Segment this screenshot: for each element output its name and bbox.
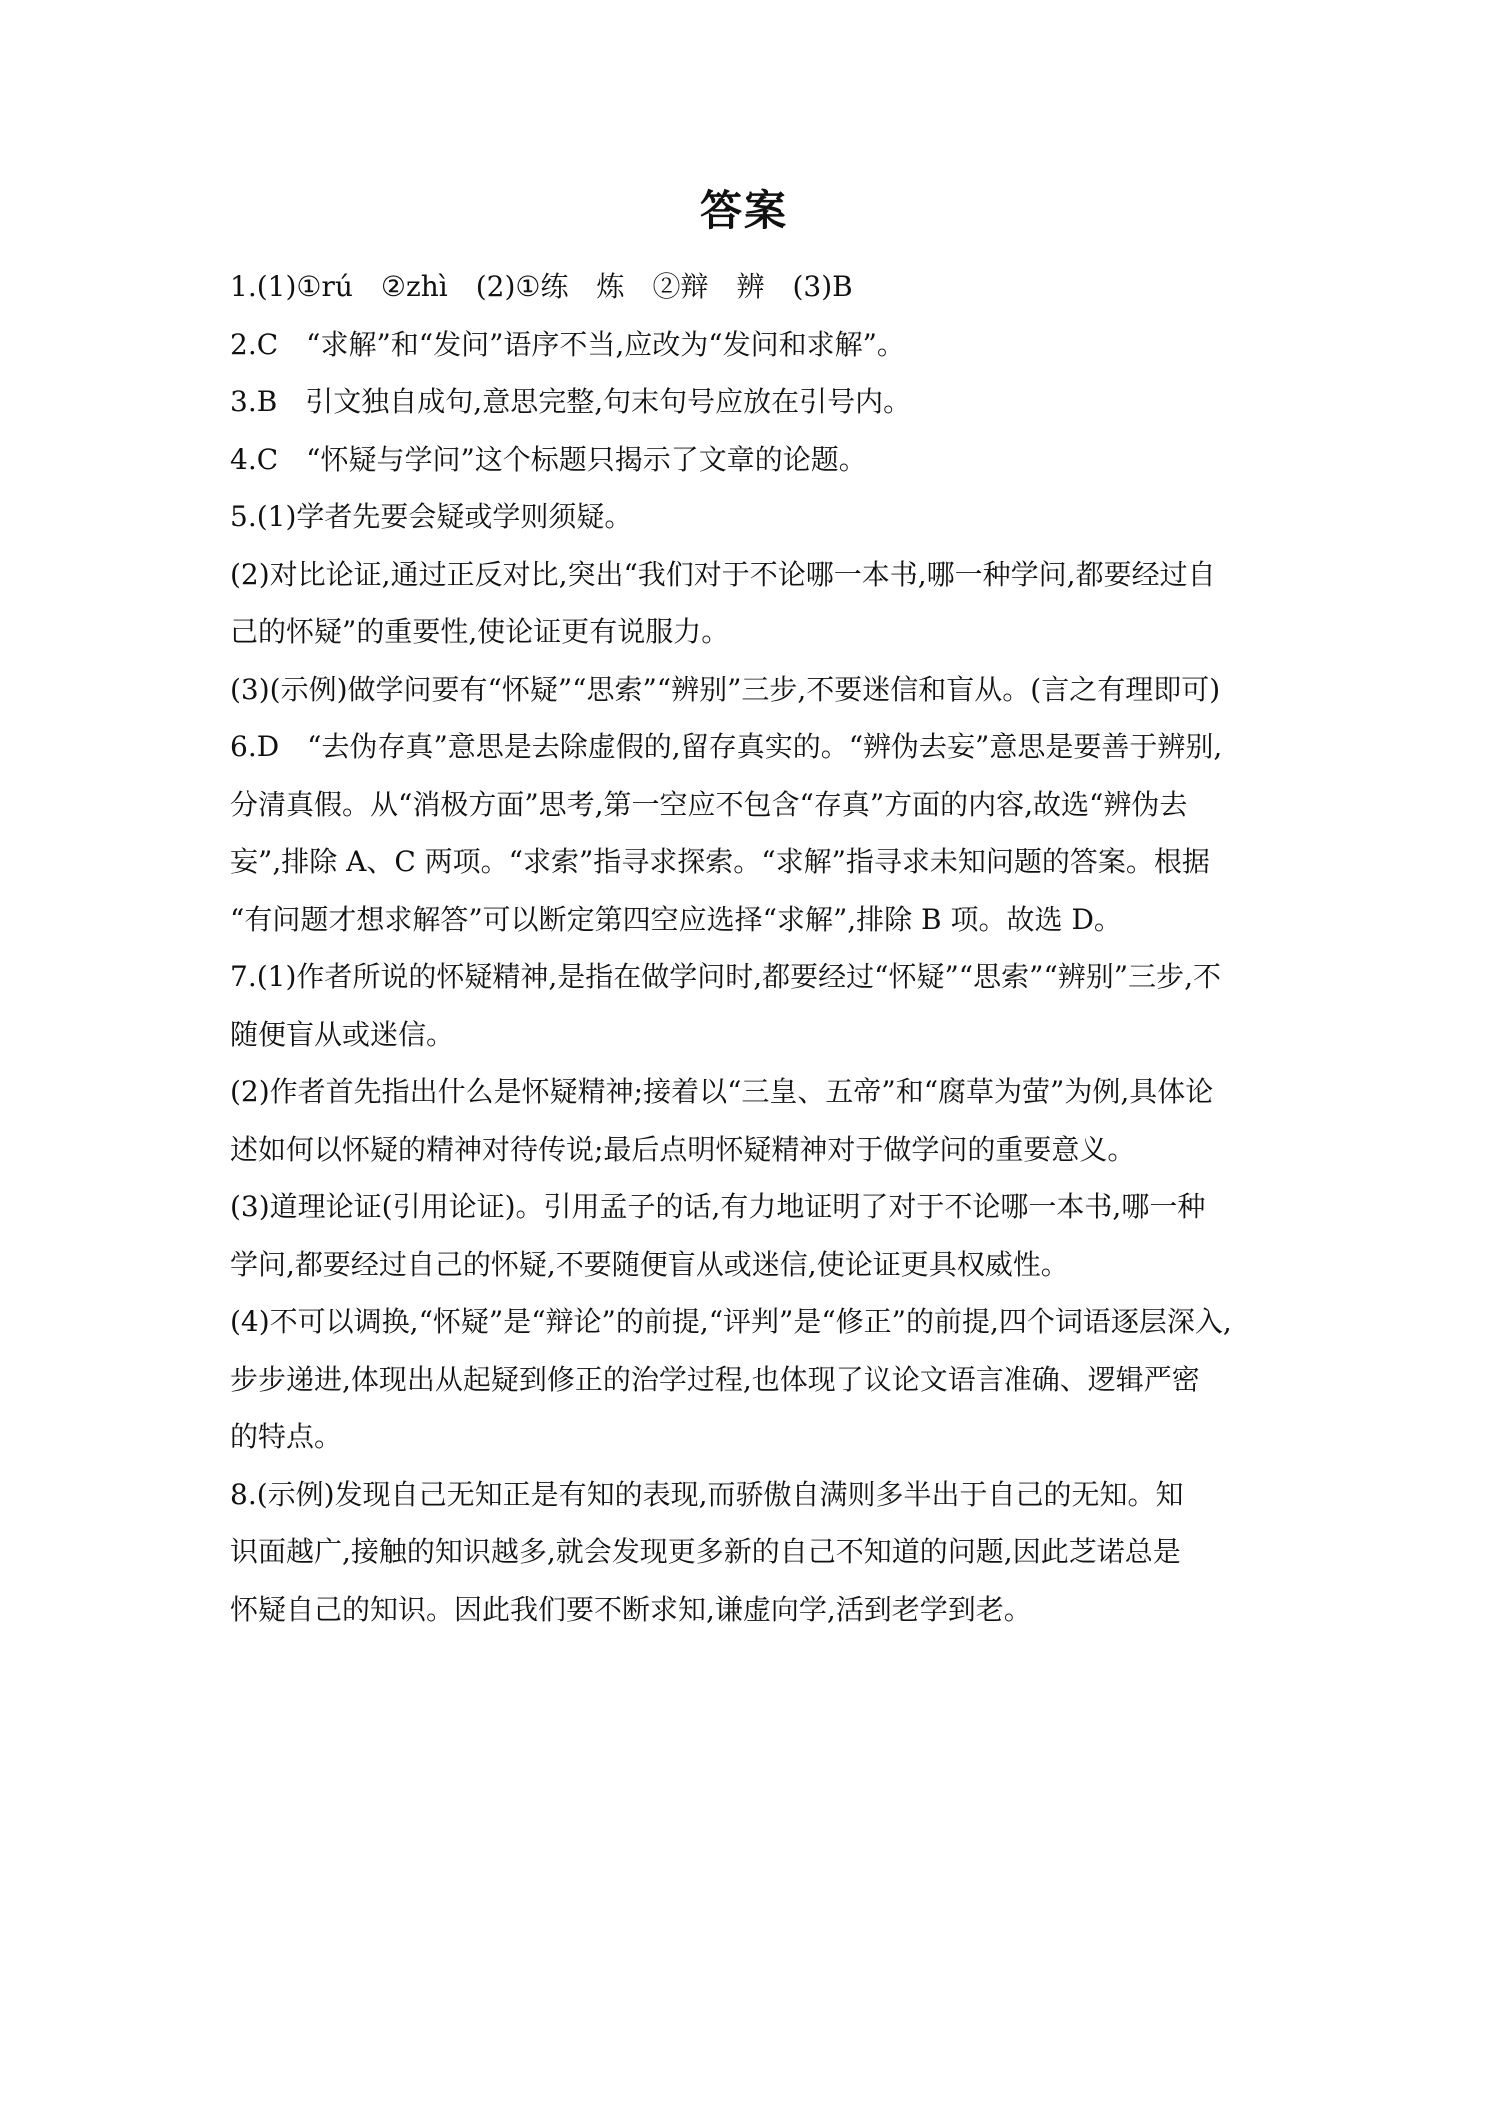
answer-line: 识面越广,接触的知识越多,就会发现更多新的自己不知道的问题,因此芝诺总是 bbox=[230, 1535, 1181, 1568]
answer-line: 随便盲从或迷信。 bbox=[230, 1017, 455, 1051]
answer-line: 1.(1)①rú ②zhì (2)①练 炼 ②辩 辨 (3)B bbox=[230, 270, 853, 303]
answer-line: 8.(示例)发现自己无知正是有知的表现,而骄傲自满则多半出于自己的无知。知 bbox=[230, 1477, 1184, 1511]
answer-line: (3)道理论证(引用论证)。引用孟子的话,有力地证明了对于不论哪一本书,哪一种 bbox=[230, 1190, 1206, 1223]
page-title: 答案 bbox=[699, 186, 788, 235]
answer-body bbox=[230, 258, 1270, 1638]
answer-line: 妄”,排除 A、C 两项。“求索”指寻求探索。“求解”指寻求未知问题的答案。根据 bbox=[230, 845, 1210, 878]
answer-line: (3)(示例)做学问要有“怀疑”“思索”“辨别”三步,不要迷信和盲从。(言之有理即可) bbox=[230, 672, 1221, 706]
answer-line: “有问题才想求解答”可以断定第四空应选择“求解”,排除 B 项。故选 D。 bbox=[230, 902, 1122, 936]
answer-line: 5.(1)学者先要会疑或学则须疑。 bbox=[230, 500, 633, 533]
answer-line: 步步递进,体现出从起疑到修正的治学过程,也体现了议论文语言准确、逻辑严密 bbox=[230, 1362, 1200, 1396]
answer-line: 分清真假。从“消极方面”思考,第一空应不包含“存真”方面的内容,故选“辨伪去 bbox=[230, 787, 1188, 821]
answer-line: 2.C “求解”和“发问”语序不当,应改为“发问和求解”。 bbox=[230, 327, 905, 361]
answer-line: 学问,都要经过自己的怀疑,不要随便盲从或迷信,使论证更具权威性。 bbox=[230, 1247, 1069, 1281]
answer-line: (2)作者首先指出什么是怀疑精神;接着以“三皇、五帝”和“腐草为萤”为例,具体论 bbox=[230, 1075, 1214, 1108]
answer-line: 怀疑自己的知识。因此我们要不断求知,谦虚向学,活到老学到老。 bbox=[230, 1592, 1032, 1626]
answer-line: 6.D “去伪存真”意思是去除虚假的,留存真实的。“辨伪去妄”意思是要善于辨别, bbox=[230, 730, 1223, 763]
answer-line: 述如何以怀疑的精神对待传说;最后点明怀疑精神对于做学问的重要意义。 bbox=[230, 1132, 1136, 1166]
answer-line: 3.B 引文独自成句,意思完整,句末句号应放在引号内。 bbox=[230, 385, 912, 418]
answer-line: (2)对比论证,通过正反对比,突出“我们对于不论哪一本书,哪一种学问,都要经过自 bbox=[230, 557, 1216, 591]
answer-line: 的特点。 bbox=[230, 1420, 343, 1453]
answer-line: 7.(1)作者所说的怀疑精神,是指在做学问时,都要经过“怀疑”“思索”“辨别”三步,不 bbox=[230, 960, 1221, 993]
answer-line: 己的怀疑”的重要性,使论证更有说服力。 bbox=[230, 615, 730, 648]
answer-line: 4.C “怀疑与学问”这个标题只揭示了文章的论题。 bbox=[230, 442, 867, 476]
answer-line: (4)不可以调换,“怀疑”是“辩论”的前提,“评判”是“修正”的前提,四个词语逐层深入, bbox=[230, 1305, 1232, 1338]
